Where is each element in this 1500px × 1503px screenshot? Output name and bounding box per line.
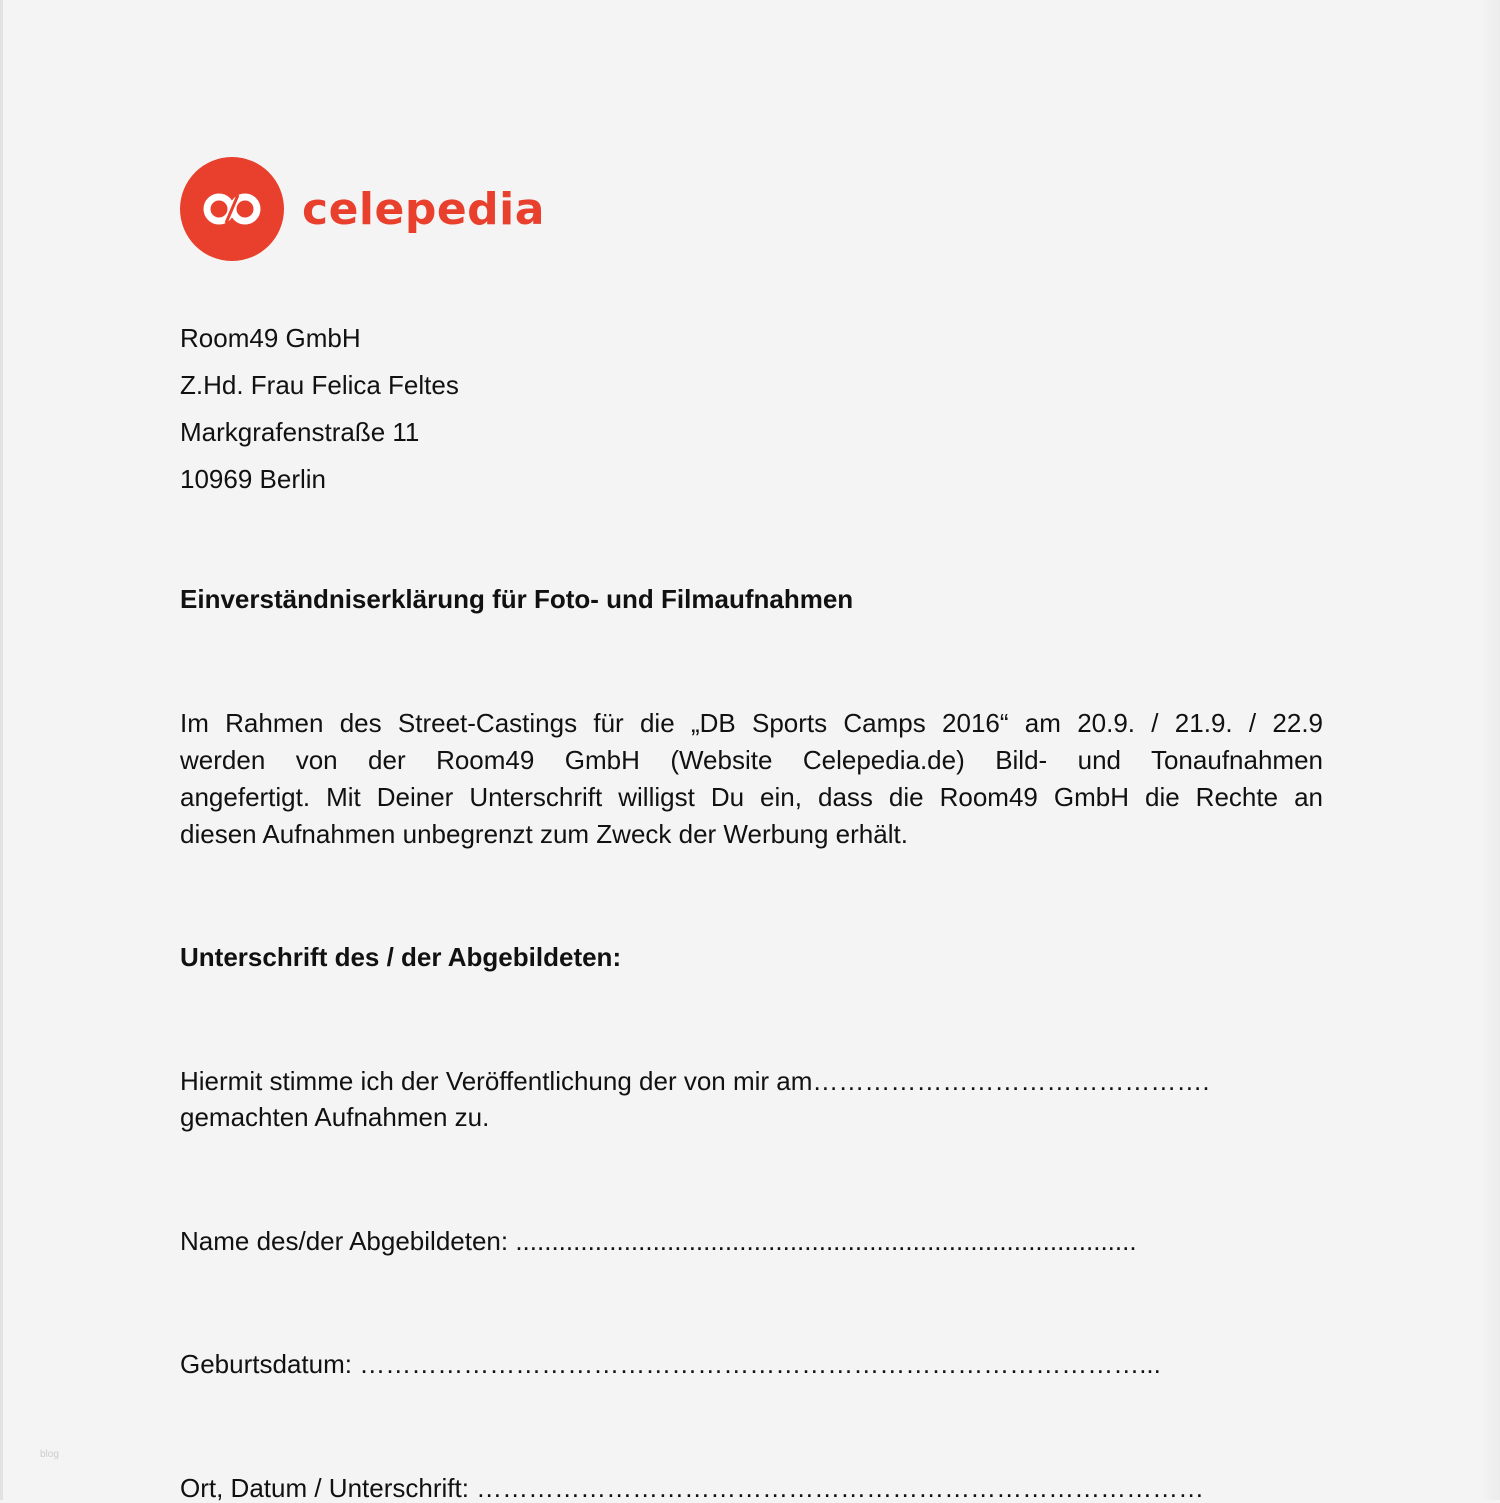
page-edge-right [1480,0,1500,1500]
name-field: Name des/der Abgebildeten: ...................................................................................... [180,1226,1137,1256]
birthdate-field: Geburtsdatum: ………………………………………………………………………………... [180,1349,1161,1379]
celepedia-logo [180,157,545,261]
paragraph-line: angefertigt. Mit Deiner Unterschrift willigst Du ein, dass die Room49 GmbH die Rechte an [180,782,1323,812]
document-title: Einverständniserklärung für Foto- und Filmaufnahmen [180,584,854,614]
address-city: 10969 Berlin [180,464,326,494]
address-company: Room49 GmbH [180,323,361,353]
signature-heading: Unterschrift des / der Abgebildeten: [180,942,622,972]
address-attention: Z.Hd. Frau Felica Feltes [180,370,459,400]
consent-line: Hiermit stimme ich der Veröffentlichung der von mir am………………………………………. [180,1066,1210,1096]
infinity-logo-icon [180,157,284,261]
page-edge-left [0,0,3,1500]
body-paragraph [180,708,1323,856]
address-street: Markgrafenstraße 11 [180,417,420,447]
logo-text: celepedia [302,183,545,235]
place-date-signature-field: Ort, Datum / Unterschrift: ………………………………………………………………………… [180,1473,1205,1503]
watermark: blog [40,1449,59,1460]
paragraph-line: werden von der Room49 GmbH (Website Celepedia.de) Bild- und Tonaufnahmen [180,745,1323,775]
paragraph-line: diesen Aufnahmen unbegrenzt zum Zweck der Werbung erhält. [180,819,908,849]
paragraph-line: Im Rahmen des Street-Castings für die „DB Sports Camps 2016“ am 20.9. / 21.9. / 22.9 [180,708,1323,738]
consent-line-2: gemachten Aufnahmen zu. [180,1102,490,1132]
